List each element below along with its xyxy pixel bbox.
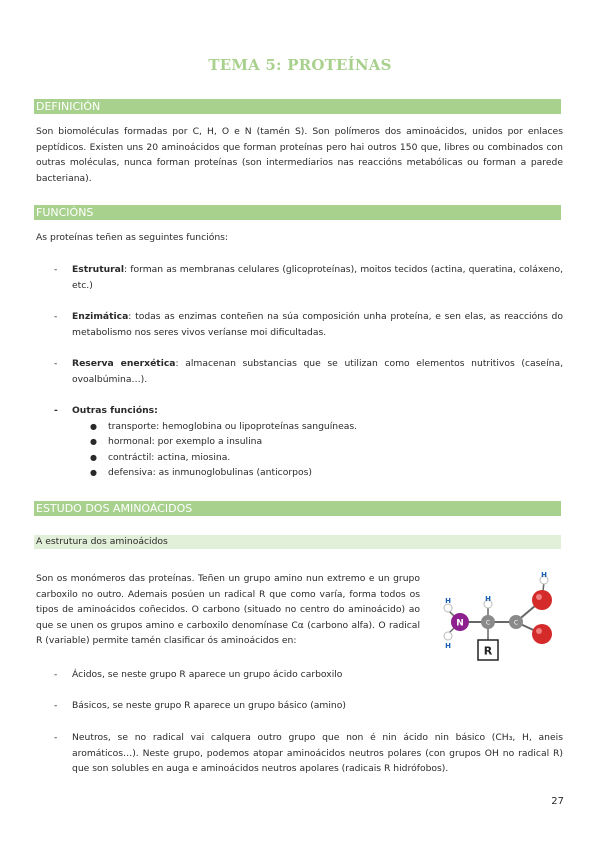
- nitrogen-label: N: [456, 618, 464, 629]
- bullet-icon: ●: [90, 422, 97, 431]
- section-header-funcions: FUNCIÓNS: [34, 205, 561, 220]
- dash-marker: -: [54, 311, 58, 322]
- carbon-label: C: [513, 619, 519, 627]
- term-text: : almacenan substancias que se utilizan como elementos nutritivos (caseína, ovoalbúmina…).: [72, 358, 563, 385]
- bullet-icon: ●: [90, 453, 97, 462]
- bullet-text: contráctil: actina, miosina.: [108, 452, 231, 463]
- term-text: : forman as membranas celulares (glicoproteínas), moitos tecidos (actina, queratina, coláxeno, etc.): [72, 264, 563, 291]
- page-number: 27: [551, 796, 564, 807]
- dash-marker: -: [54, 669, 58, 680]
- bullet-icon: ●: [90, 468, 97, 477]
- term: Outras funcións:: [72, 405, 158, 416]
- dash-marker: -: [54, 700, 58, 711]
- hydrogen-label: H: [445, 642, 451, 650]
- dash-marker: -: [54, 264, 58, 275]
- hydrogen-label: H: [485, 595, 491, 603]
- subsection-header: A estrutura dos aminoácidos: [34, 535, 561, 549]
- dash-marker: -: [54, 732, 58, 743]
- section-header-estudo: ESTUDO DOS AMINOÁCIDOS: [34, 501, 561, 516]
- oxygen-atom: [532, 624, 552, 644]
- oxygen-highlight: [536, 628, 542, 634]
- hydrogen-label: H: [445, 597, 451, 605]
- carbon-label: C: [485, 619, 491, 627]
- oxygen-highlight: [536, 594, 542, 600]
- bullet-text: transporte: hemoglobina ou lipoproteínas sanguíneas.: [108, 421, 358, 432]
- hydrogen-atom: [444, 632, 452, 640]
- oxygen-atom: [532, 590, 552, 610]
- aminoacid-type-text: Ácidos, se neste grupo R aparece un grupo ácido carboxilo: [72, 669, 343, 680]
- bullet-text: hormonal: por exemplo a insulina: [108, 436, 263, 447]
- estrutura-paragraph: Son os monómeros das proteínas. Teñen un grupo amino nun extremo e un grupo carboxilo no outro. Ademais posúen un radical R que como varía, forma todos os tipos de aminoácidos coñecidos. O carbono (situado no centro do aminoácido) ao que se unen os grupos amino e carboxilo denomínase Cα (carbono alfa). O radical R (variable) permite tamén clasificar ós aminoácidos en:: [36, 573, 420, 646]
- term: Estrutural: [72, 264, 125, 275]
- bullet-icon: ●: [90, 437, 97, 446]
- bullet-text: defensiva: as inmunoglobulinas (anticorpos): [108, 467, 312, 478]
- definicion-paragraph: Son biomoléculas formadas por C, H, O e N (tamén S). Son polímeros dos aminoácidos, unidos por enlaces peptídicos. Existen uns 20 aminoácidos que forman proteínas pero hai outros 150 que, libres ou combinados con outras moléculas, nunca forman proteínas (son intermediarios nas reaccións metabólicas ou forman a parede bacteriana).: [36, 126, 563, 184]
- section-header-definicion: DEFINICIÓN: [34, 99, 561, 114]
- aminoacid-type-text: Neutros, se no radical vai calquera outro grupo que non é nin ácido nin básico (CH₃, H, aneis aromáticos…). Neste grupo, podemos atopar aminoácidos neutros polares (con grupos OH no radical R) que son solubles en auga e aminoácidos neutros apolares (radicais R hidrófobos).: [72, 732, 563, 774]
- funcions-intro: As proteínas teñen as seguintes funcións:: [36, 232, 229, 243]
- term: Enzimática: [72, 311, 129, 322]
- hydrogen-atom: [444, 604, 452, 612]
- term: Reserva enerxética: [72, 358, 176, 369]
- page-title: TEMA 5: PROTEÍNAS: [208, 56, 392, 74]
- dash-marker: -: [54, 358, 58, 369]
- dash-marker: -: [54, 405, 58, 416]
- amino-acid-diagram: [430, 568, 560, 668]
- hydrogen-label: H: [541, 571, 547, 579]
- term-text: : todas as enzimas conteñen na súa composición unha proteína, e sen elas, as reaccións do metabolismo nos seres vivos veríanse moi dificultadas.: [72, 311, 563, 338]
- r-group-label: R: [483, 644, 493, 658]
- aminoacid-type-text: Básicos, se neste grupo R aparece un grupo básico (amino): [72, 700, 346, 711]
